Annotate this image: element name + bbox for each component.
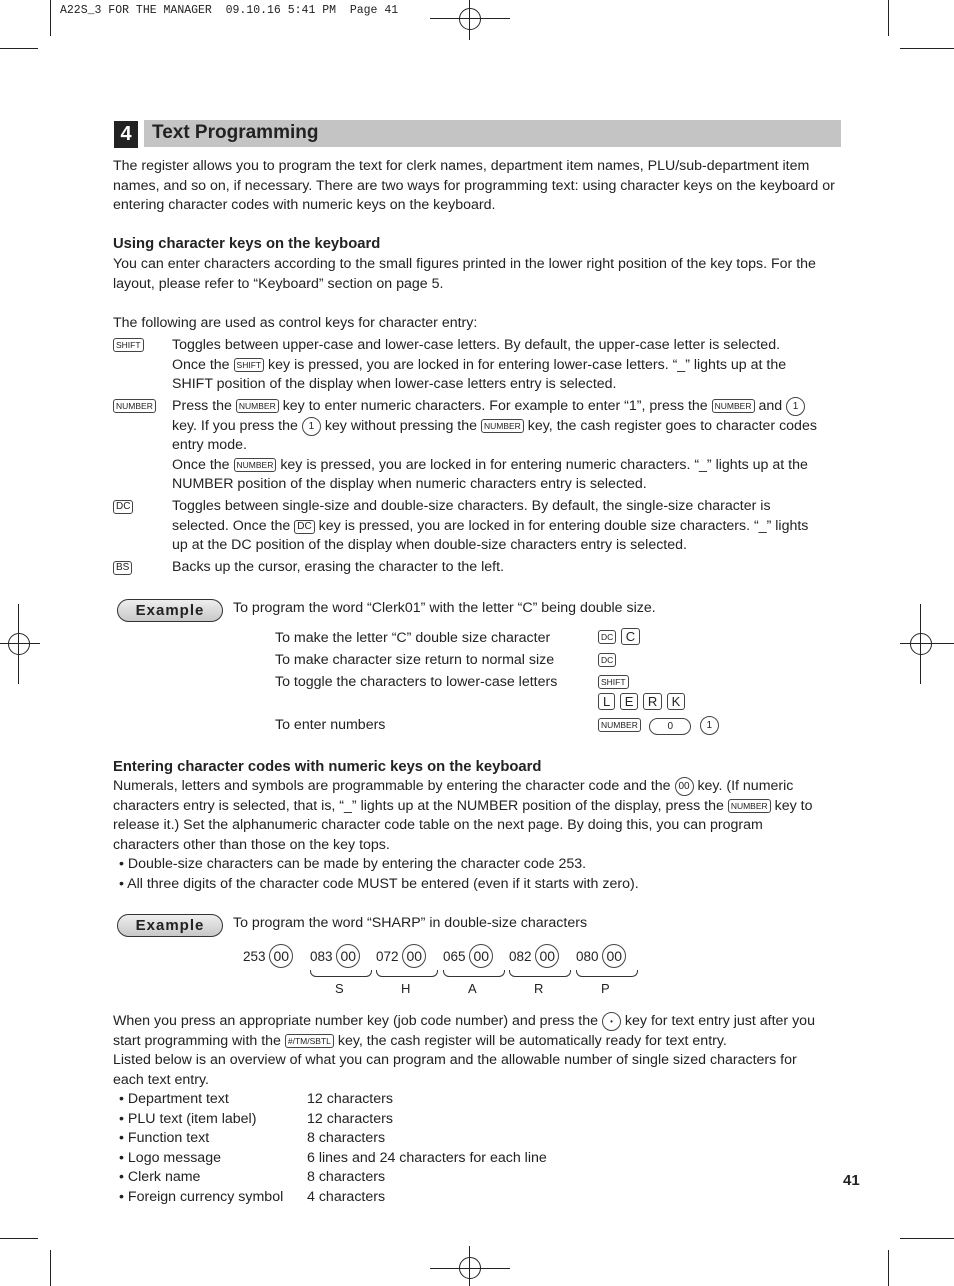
text-line: characters other than those on the key tops. — [113, 836, 390, 853]
crop-mark — [50, 0, 51, 36]
character-code: 253 — [243, 949, 266, 964]
text-span: key without pressing the — [324, 417, 478, 434]
crop-mark — [900, 48, 954, 49]
bullet-item: • Double-size characters can be made by entering the character code 253. — [119, 856, 587, 873]
text-span: key. If you press the — [172, 417, 298, 434]
shift-key-icon: SHIFT — [113, 338, 144, 352]
text-line — [172, 517, 848, 537]
code-sequence-item — [509, 944, 559, 968]
tm-sbtl-key-icon: #/TM/SBTL — [285, 1034, 334, 1048]
result-letter: P — [601, 981, 610, 996]
double-zero-key-icon: 00 — [269, 944, 293, 968]
crop-mark — [888, 1250, 889, 1286]
double-zero-key-icon: 00 — [602, 944, 626, 968]
code-sequence-item — [443, 944, 493, 968]
text-line: Listed below is an overview of what you can program and the allowable number of single sized characters for — [113, 1052, 797, 1069]
list-item — [119, 1149, 547, 1169]
text-span: key is pressed, you are locked in for entering lower-case letters. “_” lights up at the — [268, 356, 787, 373]
text-line: Toggles between single-size and double-size characters. By default, the single-size character is — [172, 498, 771, 514]
result-letter: R — [534, 981, 544, 996]
text-span: start programming with the — [113, 1032, 281, 1049]
list-item — [119, 1129, 547, 1149]
letter-key-e: E — [620, 693, 639, 710]
text-line: SHIFT position of the display when lower-case letters entry is selected. — [172, 376, 617, 393]
item-value: 8 characters — [307, 1169, 386, 1186]
item-name: • Function text — [119, 1130, 210, 1147]
group-brace — [310, 970, 372, 977]
character-code: 083 — [310, 949, 333, 964]
control-keys-intro: The following are used as control keys for character entry: — [113, 315, 478, 331]
dc-key-icon: DC — [598, 653, 616, 667]
item-name: • PLU text (item label) — [119, 1110, 257, 1127]
text-line: release it.) Set the alphanumeric character code table on the next page. By doing this, you can program — [113, 817, 763, 834]
double-zero-key-icon: 00 — [535, 944, 559, 968]
code-sequence-item — [576, 944, 626, 968]
subheading-character-keys: Using character keys on the keyboard — [113, 236, 381, 252]
subheading-character-codes: Entering character codes with numeric keys on the keyboard — [113, 759, 542, 775]
text-line — [172, 456, 848, 476]
text-span: key to enter numeric characters. For example to enter “1”, press the — [282, 398, 708, 414]
one-key-icon: 1 — [700, 716, 719, 735]
example1-description: To program the word “Clerk01” with the letter “C” being double size. — [233, 600, 656, 616]
text-line: NUMBER position of the display when numeric characters entry is selected. — [172, 476, 647, 493]
list-item — [119, 1110, 547, 1130]
one-key-icon: 1 — [302, 417, 321, 436]
dc-key-icon: DC — [294, 520, 314, 534]
list-item — [119, 1188, 547, 1208]
bullet-item: • All three digits of the character code MUST be entered (even if it starts with zero). — [119, 875, 639, 892]
dot-key-icon: • — [602, 1012, 621, 1031]
text-span: key for text entry just after you — [624, 1013, 815, 1029]
shift-key-icon: SHIFT — [598, 675, 629, 689]
text-line — [113, 1012, 853, 1032]
text-line — [172, 356, 848, 376]
example2-description: To program the word “SHARP” in double-size characters — [233, 915, 588, 931]
character-code: 072 — [376, 949, 399, 964]
example1-step: To toggle the characters to lower-case letters — [275, 674, 558, 690]
example-badge: Example — [117, 914, 223, 937]
item-name: • Clerk name — [119, 1169, 201, 1186]
item-name: • Department text — [119, 1091, 229, 1107]
text-span: key to — [774, 797, 813, 814]
item-value: 12 characters — [307, 1091, 393, 1107]
crop-mark — [888, 0, 889, 36]
character-code: 080 — [576, 949, 599, 964]
text-span: key is pressed, you are locked in for entering numeric characters. “_” lights up at the — [280, 456, 808, 473]
number-key-icon: NUMBER — [728, 799, 771, 813]
character-codes-text — [113, 777, 853, 895]
dc-description — [172, 497, 848, 556]
registration-mark — [910, 633, 932, 655]
text-span: selected. Once the — [172, 517, 291, 534]
bs-description: Backs up the cursor, erasing the character to the left. — [172, 559, 505, 575]
one-key-icon: 1 — [786, 397, 805, 416]
item-value: 8 characters — [307, 1130, 386, 1147]
item-value: 12 characters — [307, 1110, 393, 1127]
double-zero-key-icon: 00 — [675, 777, 694, 796]
group-brace — [376, 970, 438, 977]
key-sequence — [598, 628, 640, 646]
number-key-icon: NUMBER — [481, 419, 524, 433]
letter-key-c: C — [621, 628, 640, 645]
list-item — [119, 1168, 547, 1188]
result-letter: H — [401, 981, 411, 996]
page-number: 41 — [843, 1172, 860, 1189]
text-span: key. (If numeric — [697, 778, 794, 794]
code-sequence-item — [310, 944, 360, 968]
item-value: 4 characters — [307, 1188, 386, 1205]
text-line — [113, 797, 853, 817]
registration-mark — [8, 633, 30, 655]
character-code: 082 — [509, 949, 532, 964]
code-sequence-item — [376, 944, 426, 968]
group-brace — [576, 970, 638, 977]
double-zero-key-icon: 00 — [402, 944, 426, 968]
text-span: key is pressed, you are locked in for entering double size characters. “_” lights — [318, 517, 809, 534]
shift-description — [172, 336, 848, 395]
example1-step: To make the letter “C” double size character — [275, 630, 551, 646]
group-brace — [443, 970, 505, 977]
crop-mark — [0, 1238, 38, 1239]
character-code: 065 — [443, 949, 466, 964]
text-line: up at the DC position of the display when double-size characters entry is selected. — [172, 537, 687, 554]
text-span: and — [758, 398, 783, 414]
group-brace — [509, 970, 571, 977]
zero-key-icon: 0 — [649, 718, 691, 735]
letter-key-r: R — [643, 693, 662, 710]
result-letter: A — [468, 981, 477, 996]
key-sequence — [598, 716, 719, 735]
text-span: characters entry is selected, that is, “_” lights up at the NUMBER position of the display, press the — [113, 797, 724, 814]
number-description — [172, 397, 848, 495]
number-key-icon: NUMBER — [234, 458, 277, 472]
example1-step: To make character size return to normal size — [275, 652, 555, 668]
example1-step: To enter numbers — [275, 717, 386, 733]
text-span: When you press an appropriate number key (job code number) and press the — [113, 1013, 599, 1029]
list-item — [119, 1090, 547, 1110]
dc-key-icon: DC — [598, 630, 616, 644]
text-span: Numerals, letters and symbols are programmable by entering the character code and the — [113, 778, 671, 794]
dc-key-icon: DC — [113, 500, 133, 514]
double-zero-key-icon: 00 — [336, 944, 360, 968]
double-zero-key-icon: 00 — [469, 944, 493, 968]
text-line: each text entry. — [113, 1071, 209, 1088]
item-value: 6 lines and 24 characters for each line — [307, 1149, 547, 1166]
item-name: • Logo message — [119, 1149, 221, 1166]
shift-key-icon: SHIFT — [234, 358, 265, 372]
character-keys-text: You can enter characters according to the small figures printed in the lower right position of the key tops. For the layout, please refer to “Keyboard” section on page 5. — [113, 256, 816, 292]
text-span: key, the cash register will be automatically ready for text entry. — [337, 1032, 727, 1049]
text-line — [172, 417, 848, 437]
intro-paragraph: The register allows you to program the text for clerk names, department item names, PLU/sub-department item names, and so on, if necessary. There are two ways for programming text: using character keys on the keyboard or entering character codes with numeric keys on the keyboard. — [113, 158, 835, 214]
example-badge: Example — [117, 599, 223, 622]
crop-mark — [50, 1250, 51, 1286]
number-key-icon: NUMBER — [236, 399, 279, 413]
text-line — [172, 397, 848, 417]
bs-key-icon: BS — [113, 561, 132, 575]
closing-paragraph — [113, 1012, 853, 1090]
text-span: key, the cash register goes to character codes — [527, 417, 817, 434]
text-line: Toggles between upper-case and lower-case letters. By default, the upper-case letter is selected. — [172, 337, 781, 353]
number-key-icon: NUMBER — [598, 718, 641, 732]
item-name: • Foreign currency symbol — [119, 1188, 284, 1205]
letter-key-l: L — [598, 693, 615, 710]
crop-mark — [0, 48, 38, 49]
section-number: 4 — [114, 121, 138, 148]
section-title: Text Programming — [152, 122, 319, 143]
text-line — [113, 777, 853, 797]
text-line: entry mode. — [172, 437, 247, 454]
text-span: Once the — [172, 456, 230, 473]
print-header: A22S_3 FOR THE MANAGER 09.10.16 5:41 PM Page 41 — [60, 4, 399, 17]
registration-mark — [459, 8, 481, 30]
result-letter: S — [335, 981, 344, 996]
number-key-icon: NUMBER — [113, 399, 156, 413]
number-key-icon: NUMBER — [712, 399, 755, 413]
key-sequence — [598, 693, 685, 711]
letter-key-k: K — [667, 693, 686, 710]
text-span: Once the — [172, 356, 230, 373]
registration-mark — [459, 1257, 481, 1279]
text-span: Press the — [172, 398, 232, 414]
code-sequence-item — [243, 944, 293, 968]
crop-mark — [900, 1238, 954, 1239]
capacity-list — [119, 1090, 547, 1208]
text-line — [113, 1032, 853, 1052]
